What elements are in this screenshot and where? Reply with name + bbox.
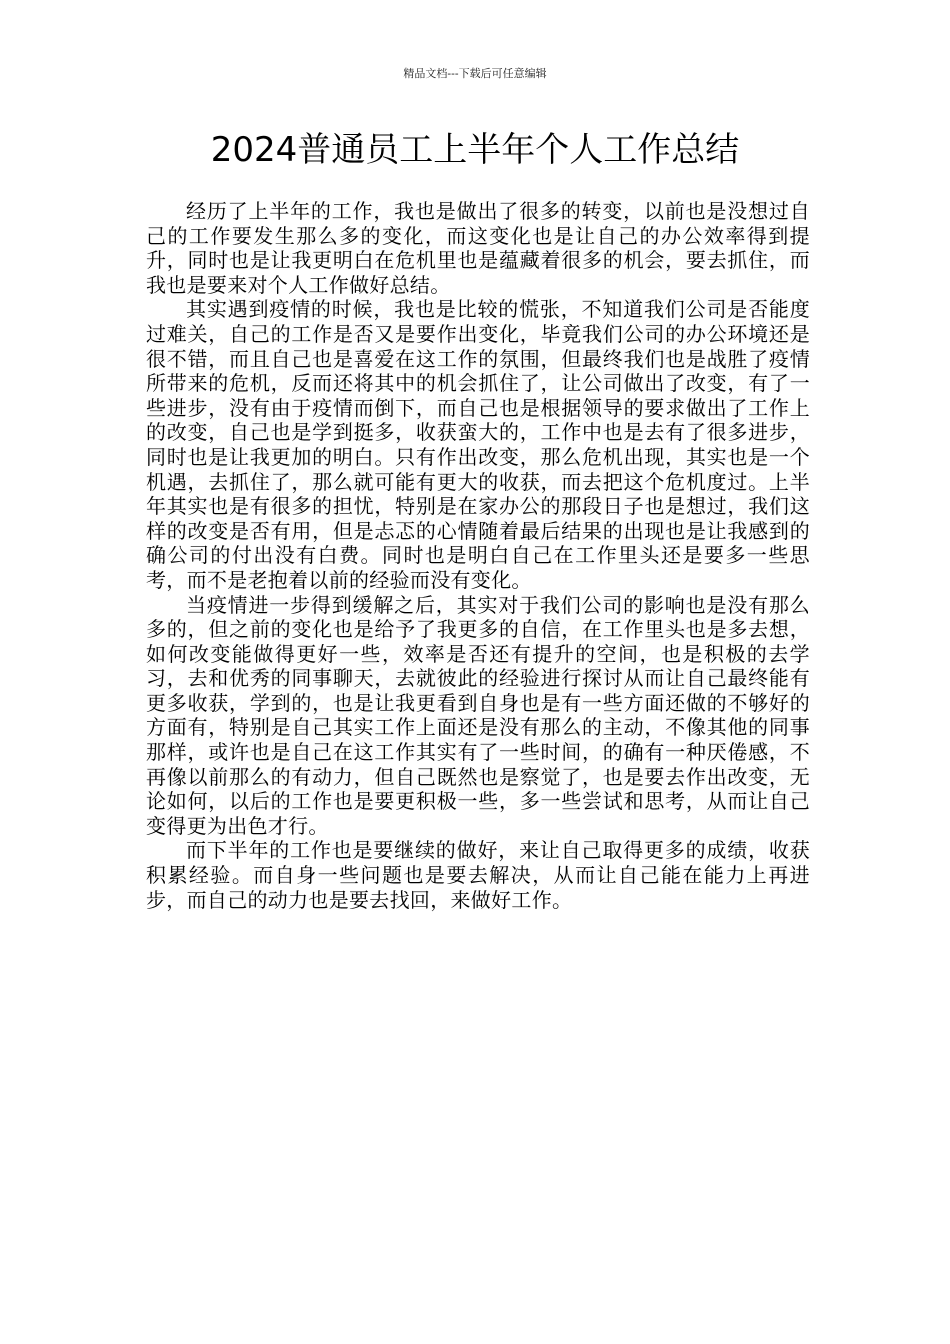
header-note: 精品文档---下载后可任意编辑: [403, 67, 547, 80]
paragraph-2: 其实遇到疫情的时候，我也是比较的慌张，不知道我们公司是否能度过难关，自己的工作是否又是要作出变化，毕竟我们公司的办公环境还是很不错，而且自己也是喜爱在这工作的氛围，但最终我们也是战胜了疫情所带来的危机，反而还将其中的机会抓住了，让公司做出了改变，有了一些进步，没有由于疫情而倒下，而自己也是根据领导的要求做出了工作上的改变，自己也是学到挺多，收获蛮大的，工作中也是去有了很多进步，同时也是让我更加的明白。只有作出改变，那么危机出现，其实也是一个机遇，去抓住了，那么就可能有更大的收获，而去把这个危机度过。上半年其实也是有很多的担忧，特别是在家办公的那段日子也是想过，我们这样的改变是否有用，但是忐忑的心情随着最后结果的出现也是让我感到的确公司的付出没有白费。同时也是明白自己在工作里头还是要多一些思考，而不是老抱着以前的经验而没有变化。: [146, 297, 810, 592]
document-title: 2024普通员工上半年个人工作总结: [210, 130, 740, 170]
paragraph-1: 经历了上半年的工作，我也是做出了很多的转变，以前也是没想过自己的工作要发生那么多的变化，而这变化也是让自己的办公效率得到提升，同时也是让我更明白在危机里也是蕴藏着很多的机会，要去抓住，而我也是要来对个人工作做好总结。: [146, 199, 810, 297]
document-body: [146, 199, 810, 912]
paragraph-4: 而下半年的工作也是要继续的做好，来让自己取得更多的成绩，收获积累经验。而自身一些问题也是要去解决，从而让自己能在能力上再进步，而自己的动力也是要去找回，来做好工作。: [146, 838, 810, 912]
paragraph-3: 当疫情进一步得到缓解之后，其实对于我们公司的影响也是没有那么多的，但之前的变化也是给予了我更多的自信，在工作里头也是多去想，如何改变能做得更好一些，效率是否还有提升的空间，也是积极的去学习，去和优秀的同事聊天，去就彼此的经验进行探讨从而让自己最终能有更多收获，学到的，也是让我更看到自身也是有一些方面还做的不够好的方面有，特别是自己其实工作上面还是没有那么的主动，不像其他的同事那样，或许也是自己在这工作其实有了一些时间，的确有一种厌倦感，不再像以前那么的有动力，但自己既然也是察觉了，也是要去作出改变，无论如何，以后的工作也是要更积极一些，多一些尝试和思考，从而让自己变得更为出色才行。: [146, 592, 810, 838]
